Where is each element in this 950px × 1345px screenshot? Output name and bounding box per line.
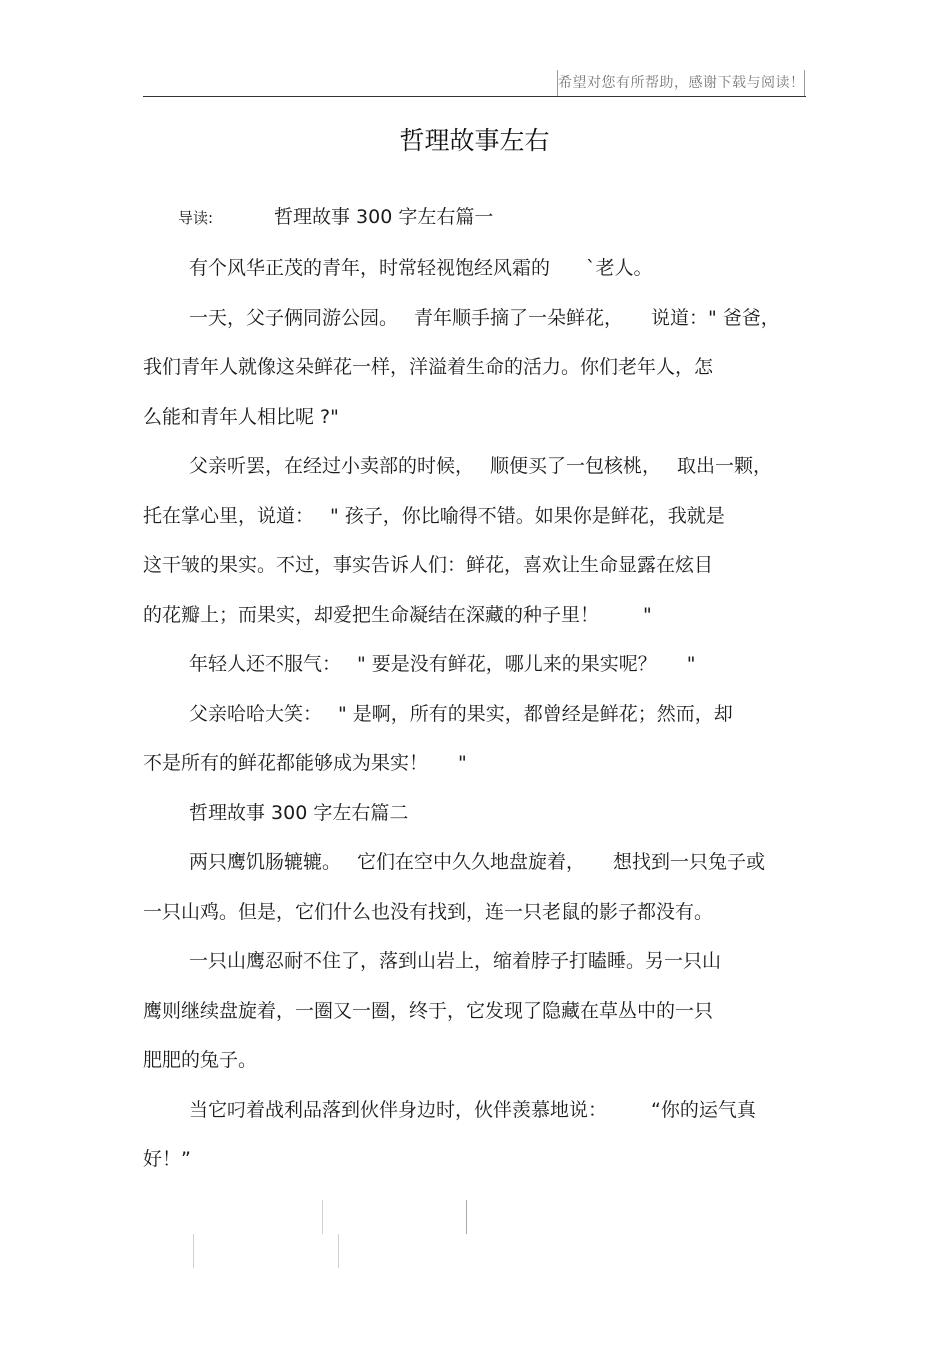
text-segment: 么能和青年人相比呢 ?" (143, 405, 339, 428)
text-segment: 我们青年人就像这朵鲜花一样，洋溢着生命的活力。你们老年人，怎 (143, 356, 714, 378)
text-line (143, 393, 806, 443)
text-line (143, 591, 806, 641)
text-segment: 父亲听罢，在经过小卖部的时候， (189, 455, 475, 477)
text-segment: “你的运气真 (651, 1098, 756, 1121)
text-segment: 托在掌心里，说道： (143, 504, 315, 527)
guide-row (178, 201, 806, 233)
text-segment: 有个风华正茂的青年，时常轻视饱经风霜的 (189, 257, 551, 279)
header-note: 希望对您有所帮助，感谢下载与阅读！ (557, 70, 805, 96)
text-segment: `老人。 (586, 257, 653, 279)
document-title: 哲理故事左右 (399, 126, 550, 155)
text-segment: 青年顺手摘了一朵鲜花， (414, 306, 624, 329)
text-line (143, 838, 806, 888)
text-segment: 父亲哈哈大笑： (189, 702, 323, 725)
text-segment: 鹰则继续盘旋着，一圈又一圈，终于，它发现了隐藏在草丛中的一只 (143, 999, 714, 1022)
text-segment: " (458, 752, 467, 774)
text-segment: 肥肥的兔子。 (143, 1049, 258, 1071)
header-divider (143, 96, 806, 97)
text-segment: 两只鹰饥肠辘辘。 (189, 851, 342, 873)
text-segment: 想找到一只兔子或 (613, 851, 766, 873)
text-line (143, 1086, 806, 1136)
text-line (143, 1036, 806, 1086)
text-line (143, 1135, 806, 1185)
text-segment: " 孩子，你比喻得不错。如果你是鲜花，我就是 (330, 504, 725, 527)
text-segment: 一只山鹰忍耐不住了，落到山岩上，缩着脖子打瞌睡。另一只山 (189, 950, 722, 972)
text-segment: " (686, 653, 696, 675)
text-line (143, 987, 806, 1037)
text-line (143, 492, 806, 542)
text-segment: 哲理故事 300 字左右篇二 (189, 801, 409, 824)
text-segment: " 是啊，所有的果实，都曾经是鲜花；然而，却 (338, 702, 733, 725)
text-line (143, 294, 806, 344)
text-line (143, 442, 806, 492)
section-heading-two (143, 789, 806, 839)
text-segment: 一天，父子俩同游公园。 (189, 306, 399, 329)
text-segment: 顺便买了一包核桃， (490, 455, 662, 477)
text-segment: 说道：" 爸爸， (651, 306, 780, 329)
text-segment: 当它叼着战利品落到伙伴身边时，伙伴羡慕地说： (189, 1098, 608, 1121)
faint-rule (322, 1200, 323, 1234)
section-heading-one: 哲理故事 300 字左右篇一 (274, 206, 494, 228)
text-segment: 不是所有的鲜花都能够成为果实！ (143, 752, 429, 774)
text-line (143, 541, 806, 591)
text-segment: 好！” (143, 1148, 191, 1170)
faint-rule (338, 1234, 339, 1268)
text-line (143, 739, 806, 789)
text-segment: 它们在空中久久地盘旋着， (357, 851, 586, 873)
story-body (143, 244, 806, 1185)
text-line (143, 640, 806, 690)
text-segment: 取出一颗， (677, 455, 773, 477)
text-segment: 这干皱的果实。不过，事实告诉人们：鲜花，喜欢让生命显露在炫目 (143, 554, 714, 576)
text-line (143, 690, 806, 740)
text-line (143, 937, 806, 987)
guide-label: 导读: (178, 209, 214, 227)
text-segment: 的花瓣上；而果实，却爱把生命凝结在深藏的种子里！ (143, 603, 600, 626)
text-segment: 年轻人还不服气： (189, 653, 342, 675)
faint-rule (466, 1200, 467, 1234)
text-line (143, 244, 806, 294)
text-line (143, 888, 806, 938)
text-segment: 一只山鸡。但是，它们什么也没有找到，连一只老鼠的影子都没有。 (143, 900, 714, 923)
text-line (143, 343, 806, 393)
text-segment: " 要是没有鲜花，哪儿来的果实呢？ (357, 653, 657, 675)
text-segment: " (643, 603, 652, 626)
faint-rule (193, 1234, 194, 1268)
